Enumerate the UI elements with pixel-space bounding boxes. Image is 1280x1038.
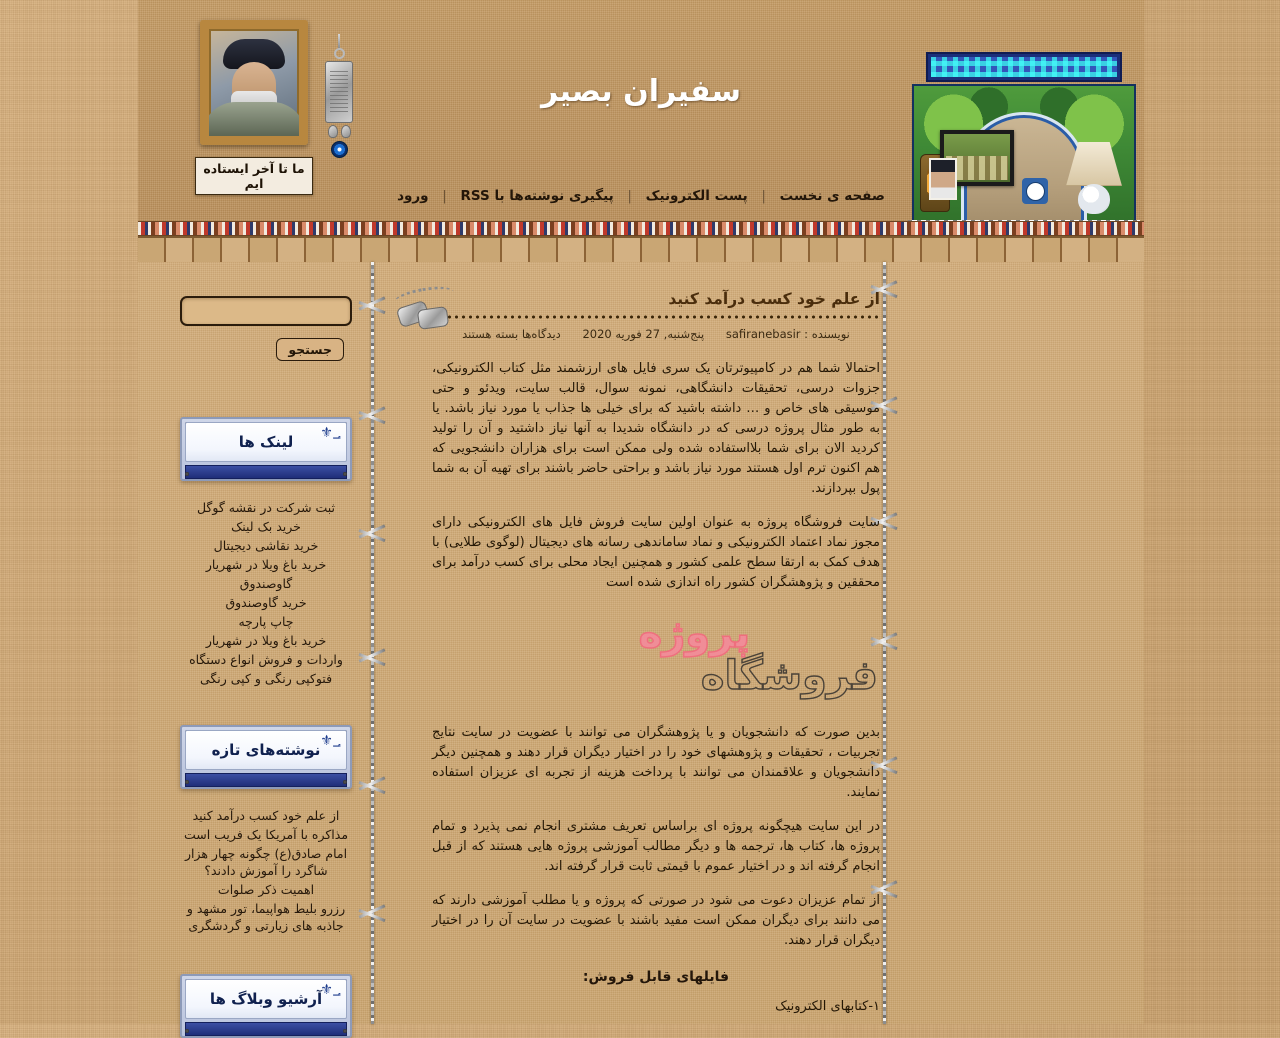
sidebar-link[interactable]: خرید باغ ویلا در شهریار: [205, 557, 327, 572]
nav-separator: |: [442, 188, 447, 204]
sidebar-link[interactable]: گاوصندوق: [239, 576, 293, 591]
search-input[interactable]: [180, 296, 352, 326]
amulet-bells: [324, 125, 354, 138]
widget-archive: [180, 974, 352, 1038]
post-paragraph: احتمالا شما هم در کامپیوترتان یک سری فایل های ارزشمند مثل کتاب الکترونیکی، جزوات درسی، تحقیقات دانشگاهی، نمونه سوال، قالب سایت، ویدئو و حتی موسیقی های خاص و … داشته باشید که برای خیلی ها جذاب یا مورد نیاز باشد. یا به طور مثال پروژه درسی که در دانشگاه شدیدا به آنها نیاز داشتید و آن را تولید کردید الان برای شما بلااستفاده شده ولی ممکن است برای هزاران دانشجویی که هم اکنون ترم اول هستند مورد نیاز باشد و براحتی حاضر باشند برای تهیه آن به شما پول بپردازند.: [432, 361, 880, 496]
post-meta: [432, 327, 880, 341]
search-button[interactable]: جستجو: [276, 338, 344, 361]
widget-title: نوشته‌های تازه: [211, 741, 321, 759]
post-title[interactable]: از علم خود کسب درآمد کنید: [668, 290, 880, 308]
post-date: پنج‌شنبه, 27 فوریه 2020: [582, 327, 705, 341]
recent-post-link[interactable]: از علم خود کسب درآمد کنید: [192, 808, 340, 823]
kilim-ornament-strip: [138, 221, 1144, 236]
nav-item-rss[interactable]: پیگیری نوشته‌ها با RSS: [460, 188, 614, 204]
sidebar-link[interactable]: فتوکپی رنگی و کپی رنگی: [199, 671, 333, 686]
amulet-ring: [334, 48, 345, 59]
widget-body: [180, 499, 352, 687]
alarm-clock-icon: [1022, 178, 1048, 204]
leader-small-photo: [929, 158, 957, 200]
amulet-chain: [338, 34, 340, 48]
portrait-caption: ما تا آخر ایستاده ایم: [195, 157, 313, 195]
logo-word-proje: پروژه: [638, 611, 750, 657]
widget-body: [180, 807, 352, 934]
widget-blue-bar: [185, 1022, 347, 1036]
widget-recent-posts: [180, 725, 352, 934]
post-paragraph: از تمام عزیزان دعوت می شود در صورتی که پروژه و یا مطلب آموزشی دارند که می دانند برای دیگران ممکن است مفید باشند با عضویت در سایت آن را در اختیار دیگران قرار دهند.: [432, 893, 880, 948]
post-author: نویسنده : safiranebasir: [725, 327, 850, 341]
recent-post-link[interactable]: رزرو بلیط هواپیما، تور مشهد و جاذبه های زیارتی و گردشگری: [186, 901, 346, 933]
widget-title: آرشیو وبلاگ ها: [209, 990, 323, 1008]
logo-word-forushgah: فروشگاه: [700, 653, 878, 699]
sidebar-link[interactable]: ثبت شرکت در نقشه گوگل: [196, 500, 336, 515]
recent-post-link[interactable]: مذاکره با آمریکا یک فریب است: [183, 827, 349, 842]
bismillah-tile-banner: [926, 52, 1122, 82]
dotted-divider: [432, 314, 880, 320]
post-paragraph: سایت فروشگاه پروژه به عنوان اولین سایت فروش فایل های الکترونیکی دارای مجوز نماد اعتماد الکترونیکی و نماد ساماندهی رسانه های دیجیتال (لوگوی طلایی) با هدف کمک به ارتقا سطح علمی کشور و همچنین ایجاد محلی برای کسب درآمد برای محققین و پژوهشگران کشور راه اندازی شده است: [432, 515, 880, 590]
screw-icon: [185, 780, 189, 784]
post-comments-status: دیدگاه‌ها بسته هستند: [462, 327, 561, 341]
site-header: [138, 0, 1144, 262]
nav-item-home[interactable]: صفحه ی نخست: [779, 188, 885, 204]
nav-separator: |: [627, 188, 632, 204]
widget-header: [180, 725, 352, 789]
project-shop-logo: [432, 609, 880, 701]
floral-tilework: [912, 84, 1136, 234]
recent-post-link[interactable]: اهمیت ذکر صلوات: [217, 882, 315, 897]
evil-eye-icon: [331, 141, 348, 158]
post-paragraph: بدین صورت که دانشجویان و یا پژوهشگران می توانند با عضویت در سایت نتایج تجربیات ، تحقیقات و پژوهشهای خود را در اختیار دیگران قرار دهند و همچنین دیگر دانشجویان و علاقمندان می توانند با پرداخت هزینه از تجربه ای عزیزان استفاده نمایند.: [432, 725, 880, 800]
screw-icon: [343, 780, 347, 784]
table-lamp-base: [1078, 184, 1110, 214]
recent-post-link[interactable]: امام صادق(ع) چگونه چهار هزار شاگرد را آموزش دادند؟: [184, 846, 348, 878]
files-list-item: ۱-کتابهای الکترونیک: [775, 999, 880, 1014]
content-area: [138, 262, 1144, 1024]
screw-icon: [343, 1029, 347, 1033]
iran-emblem-icon: ؀⚜: [320, 982, 341, 998]
files-for-sale-heading: فایلهای قابل فروش:: [582, 969, 730, 985]
widget-header: [180, 974, 352, 1038]
widget-header: [180, 417, 352, 481]
iran-emblem-icon: ؀⚜: [320, 733, 341, 749]
screw-icon: [343, 472, 347, 476]
iran-emblem-icon: ؀⚜: [320, 425, 341, 441]
barbed-wire-divider-left: [364, 262, 380, 1024]
nav-item-email[interactable]: پست الکترونیک: [645, 188, 748, 204]
sidebar-link[interactable]: واردات و فروش انواع دستگاه: [189, 652, 343, 667]
widget-blue-bar: [185, 465, 347, 479]
sidebar-link[interactable]: چاپ پارچه: [238, 614, 294, 629]
dogtags-icon: [392, 284, 460, 332]
sidebar-link[interactable]: خرید باغ ویلا در شهریار: [205, 633, 327, 648]
widget-title: لینک ها: [238, 433, 294, 451]
page-title: سفیران بصیر: [540, 74, 742, 109]
screw-icon: [185, 472, 189, 476]
sidebar: [166, 262, 366, 1038]
screw-icon: [185, 1029, 189, 1033]
post-column: [432, 262, 880, 1017]
widget-blue-bar: [185, 773, 347, 787]
brick-row-divider: [138, 236, 1144, 262]
post-paragraph: در این سایت هیچگونه پروژه ای براساس تعریف مشتری انجام نمی پذیرد و تمام پروژه ها، کتاب ها، ترجمه ها و دیگر مطالب آموزشی پروژه هایی هستند که از قبل انجام گرفته اند و در اختیار عموم با قیمتی ثابت قرار گرفته اند.: [432, 819, 880, 874]
sidebar-link[interactable]: خرید نقاشی دیجیتال: [213, 538, 319, 553]
sidebar-link[interactable]: خرید گاوصندوق: [225, 595, 307, 610]
nav-separator: |: [761, 188, 766, 204]
page-frame: [138, 0, 1144, 1024]
sidebar-link[interactable]: خرید بک لینک: [231, 519, 301, 534]
widget-links: [180, 417, 352, 687]
nav-item-login[interactable]: ورود: [397, 188, 429, 204]
